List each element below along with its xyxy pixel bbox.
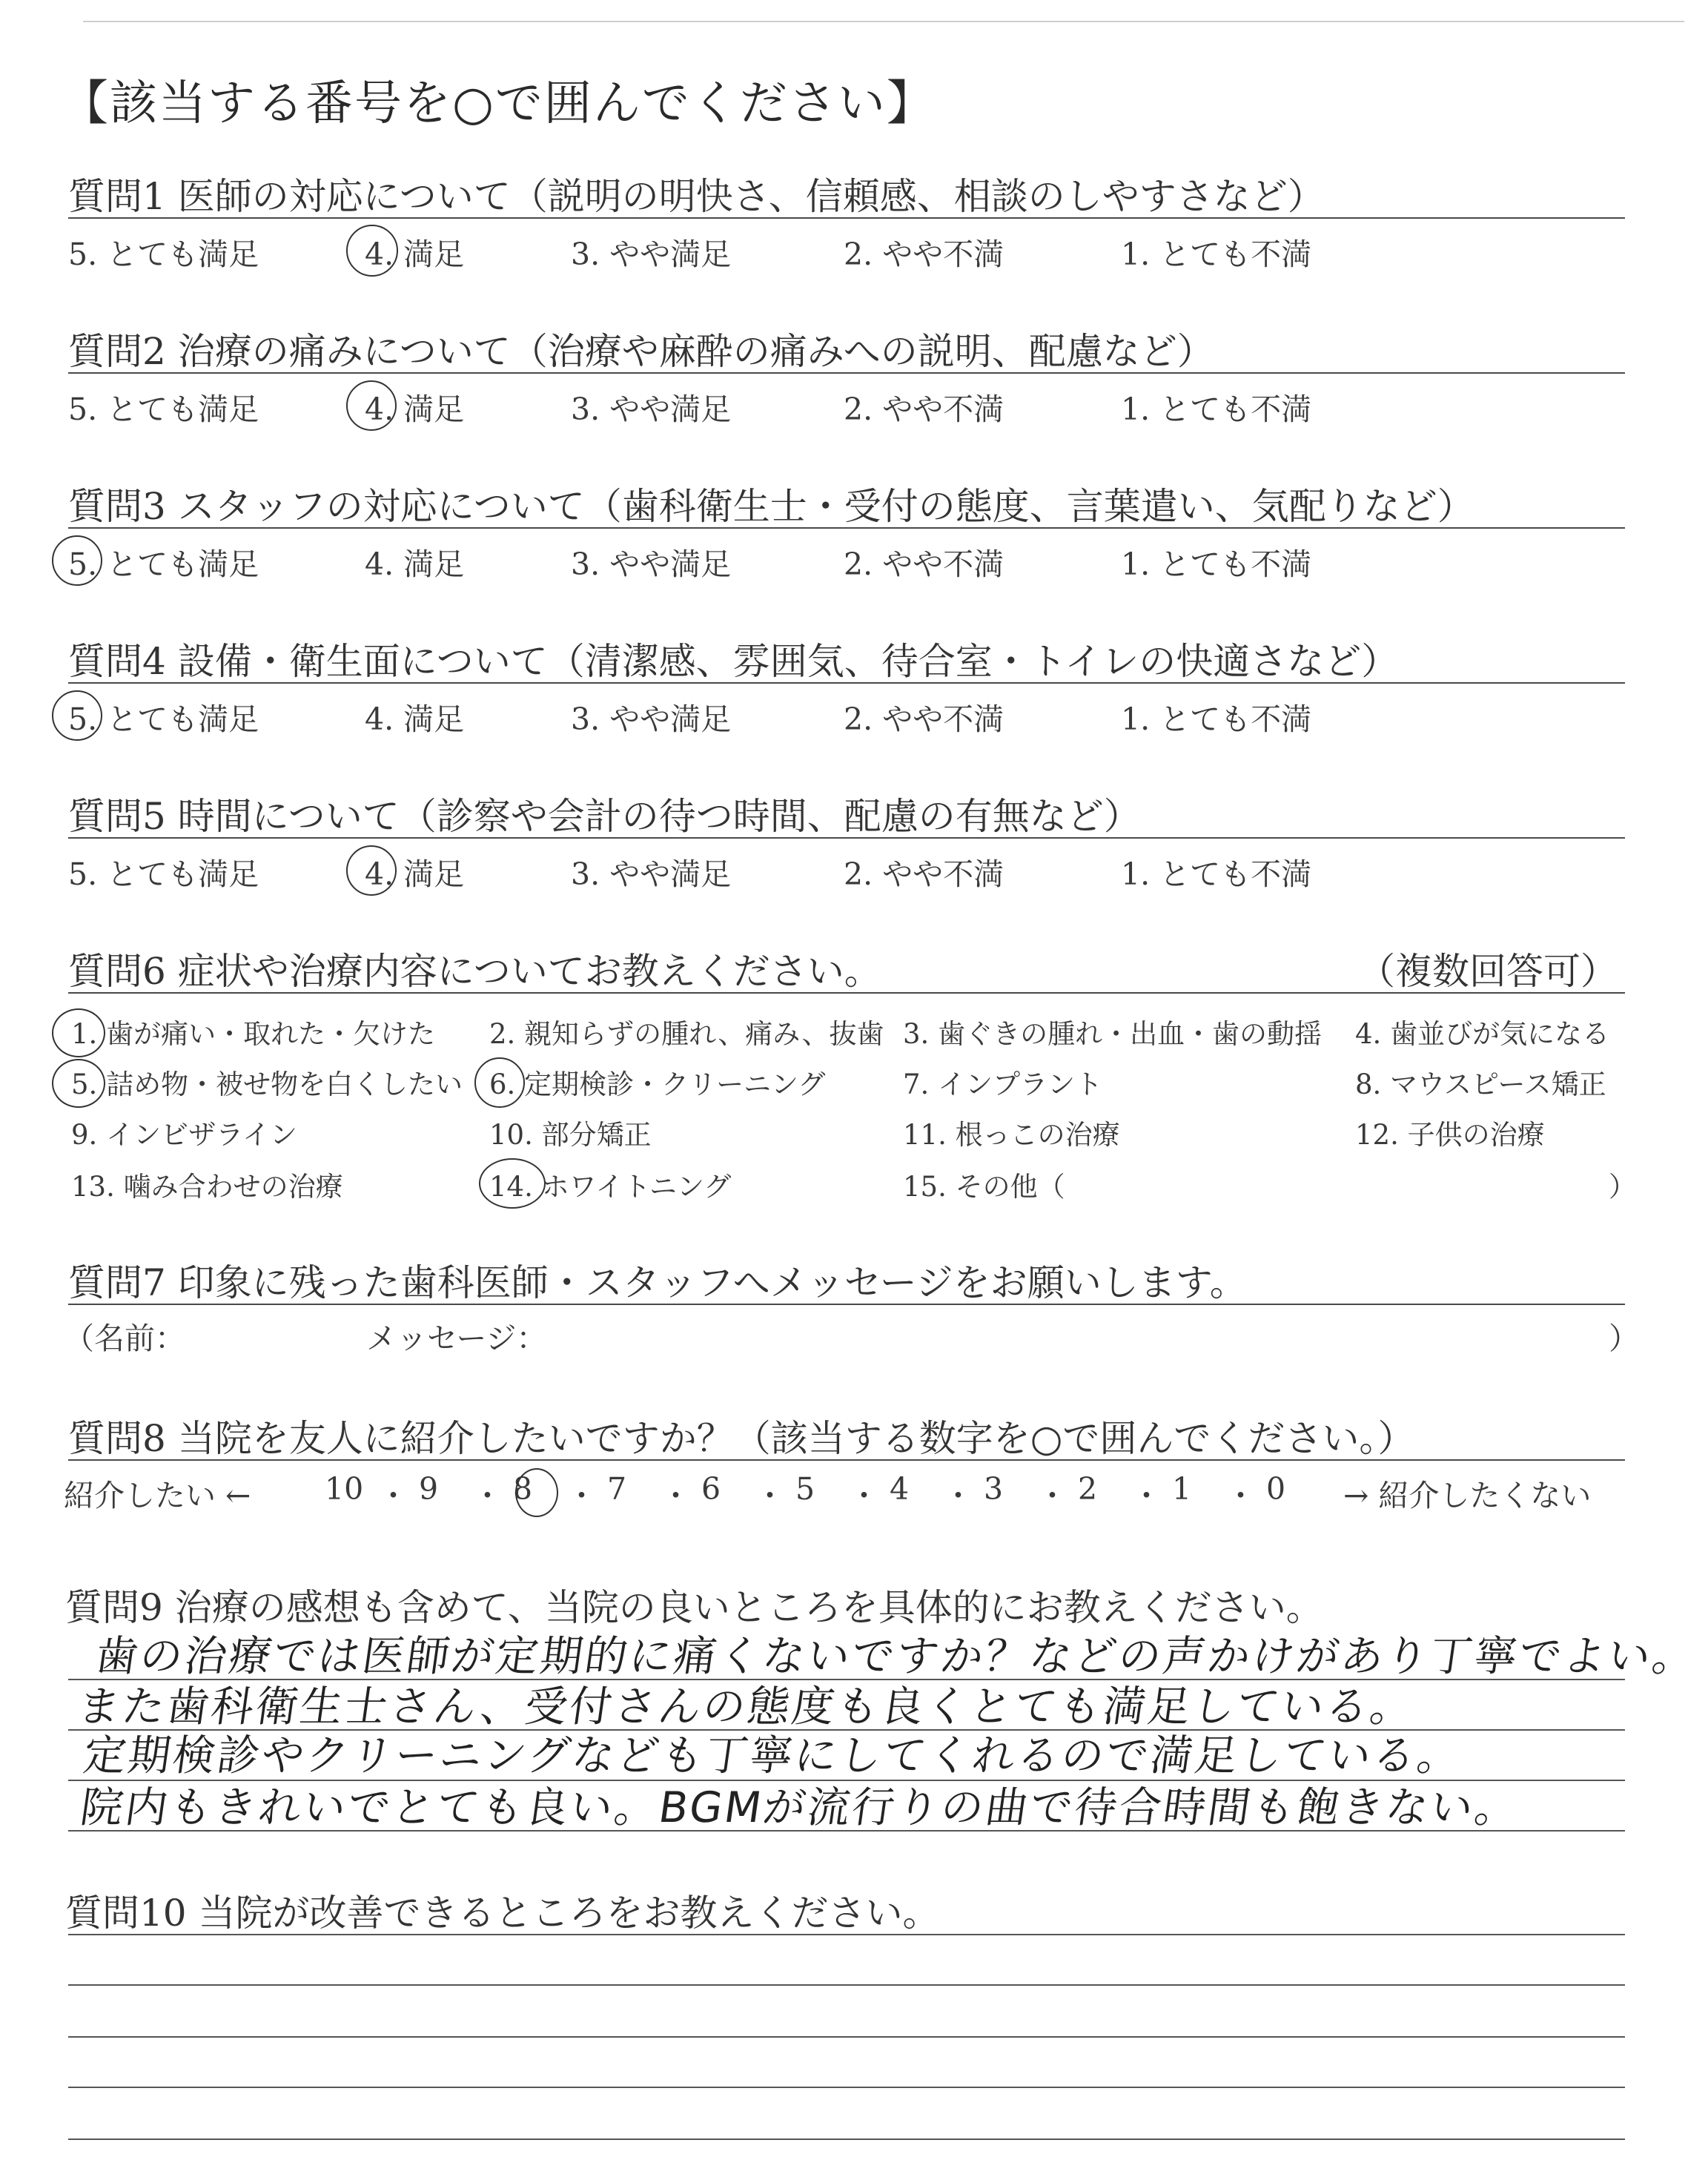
q8-scale-5[interactable]: 5 [795,1471,815,1507]
question-5-label: 質問5 時間について（診察や会計の待つ時間、配慮の有無など） [68,795,1141,838]
q8-scale-separator: ・ [943,1478,973,1513]
q6-item-8[interactable]: 8. マウスピース矯正 [1355,1069,1606,1100]
q8-scale-0[interactable]: 0 [1266,1471,1286,1507]
q6-item-5[interactable]: 5. 詰め物・被せ物を白くしたい [71,1069,463,1100]
q6-item-7[interactable]: 7. インプラント [903,1069,1103,1100]
q8-scale-6[interactable]: 6 [701,1471,721,1507]
q8-scale-separator: ・ [849,1478,879,1513]
q8-scale-7[interactable]: 7 [607,1471,627,1507]
q8-right-label: → 紹介したくない [1343,1478,1592,1513]
q3-option-1[interactable]: 1. とても不満 [1121,546,1312,582]
question-5-rule [68,837,1625,839]
q9-handwritten-line-1: 歯の治療では医師が定期的に痛くないですか？などの声かけがあり丁寧でよい。 [92,1632,1701,1681]
q6-other-close-paren: ） [1609,1171,1636,1203]
question-2-label: 質問2 治療の痛みについて（治療や麻酔の痛みへの説明、配慮など） [68,330,1214,373]
q1-option-5[interactable]: 5. とても満足 [68,237,259,272]
q4-option-1[interactable]: 1. とても不満 [1121,701,1312,737]
q8-scale-separator: ・ [1037,1478,1068,1513]
q8-scale-8[interactable]: 8 [513,1471,533,1507]
q9-handwritten-line-2: また歯科衛生士さん、受付さんの態度も良くとても満足している。 [74,1682,1419,1731]
page-title: 【該当する番号を○で囲んでください】 [61,76,936,131]
q5-option-3[interactable]: 3. やや満足 [571,856,732,892]
question-10-label: 質問10 当院が改善できるところをお教えください。 [65,1892,940,1935]
q8-scale-4[interactable]: 4 [890,1471,910,1507]
q1-option-4[interactable]: 4. 満足 [365,237,465,272]
q6-item-11[interactable]: 11. 根っこの治療 [903,1119,1120,1151]
q6-item-12[interactable]: 12. 子供の治療 [1355,1119,1545,1151]
q3-option-2[interactable]: 2. やや不満 [844,546,1004,582]
q6-item-10[interactable]: 10. 部分矯正 [489,1119,652,1151]
q2-option-3[interactable]: 3. やや満足 [571,392,732,427]
question-9-label: 質問9 治療の感想も含めて、当院の良いところを具体的にお教えください。 [65,1586,1323,1629]
top-border [83,21,1684,22]
q8-scale-1[interactable]: 1 [1172,1471,1192,1507]
q10-answer-line [68,1934,1625,1935]
q5-option-2[interactable]: 2. やや不満 [844,856,1004,892]
question-3-label: 質問3 スタッフの対応について（歯科衛生士・受付の態度、言葉遣い、気配りなど） [68,485,1474,528]
q7-message-label: メッセージ： [366,1321,547,1356]
q10-answer-line [68,1984,1625,1986]
q2-option-4[interactable]: 4. 満足 [365,392,465,427]
question-4-label: 質問4 設備・衛生面について（清潔感、雰囲気、待合室・トイレの快適さなど） [68,640,1399,683]
q2-option-1[interactable]: 1. とても不満 [1121,392,1312,427]
q8-scale-separator: ・ [566,1478,597,1513]
q2-option-5[interactable]: 5. とても満足 [68,392,259,427]
q6-item-2[interactable]: 2. 親知らずの腫れ、痛み、抜歯 [489,1018,884,1050]
question-6-rule [68,992,1625,994]
q8-scale-separator: ・ [378,1478,408,1513]
question-6-note: （複数回答可） [1358,950,1618,993]
q6-item-4[interactable]: 4. 歯並びが気になる [1355,1018,1610,1050]
q6-item-14[interactable]: 14. ホワイトニング [489,1171,732,1203]
question-2-rule [68,372,1625,374]
q8-scale-separator: ・ [1131,1478,1162,1513]
q7-close-paren: ） [1609,1321,1639,1356]
q2-option-2[interactable]: 2. やや不満 [844,392,1004,427]
q8-scale-3[interactable]: 3 [984,1471,1004,1507]
q3-option-4[interactable]: 4. 満足 [365,546,465,582]
q9-handwritten-line-3: 定期検診やクリーニングなども丁寧にしてくれるので満足している。 [80,1731,1466,1780]
question-8-label: 質問8 当院を友人に紹介したいですか？（該当する数字を○で囲んでください。） [68,1417,1415,1460]
question-4-rule [68,682,1625,684]
question-7-rule [68,1304,1625,1305]
q1-option-3[interactable]: 3. やや満足 [571,237,732,272]
q8-scale-9[interactable]: 9 [419,1471,439,1507]
q1-option-2[interactable]: 2. やや不満 [844,237,1004,272]
q6-item-15[interactable]: 15. その他（ [903,1171,1065,1203]
q3-option-5[interactable]: 5. とても満足 [68,546,259,582]
question-1-label: 質問1 医師の対応について（説明の明快さ、信頼感、相談のしやすさなど） [68,175,1325,218]
q5-option-4[interactable]: 4. 満足 [365,856,465,892]
q4-option-3[interactable]: 3. やや満足 [571,701,732,737]
q9-handwritten-line-4: 院内もきれいでとても良い。BGMが流行りの曲で待合時間も飽きない。 [77,1783,1523,1832]
q6-item-13[interactable]: 13. 噛み合わせの治療 [71,1171,343,1203]
question-3-rule [68,527,1625,529]
q8-scale-10[interactable]: 10 [325,1471,364,1507]
question-1-rule [68,217,1625,219]
q8-scale-separator: ・ [755,1478,785,1513]
q8-scale-separator: ・ [1225,1478,1256,1513]
q1-option-1[interactable]: 1. とても不満 [1121,237,1312,272]
q6-item-1[interactable]: 1. 歯が痛い・取れた・欠けた [71,1018,436,1050]
q5-option-5[interactable]: 5. とても満足 [68,856,259,892]
q8-scale-separator: ・ [661,1478,691,1513]
q8-scale-2[interactable]: 2 [1078,1471,1098,1507]
q6-item-9[interactable]: 9. インビザライン [71,1119,297,1151]
q10-answer-line [68,2036,1625,2038]
q3-option-3[interactable]: 3. やや満足 [571,546,732,582]
question-8-rule [68,1459,1625,1461]
question-7-label: 質問7 印象に残った歯科医師・スタッフへメッセージをお願いします。 [68,1261,1247,1304]
q5-option-1[interactable]: 1. とても不満 [1121,856,1312,892]
q7-name-label: （名前： [64,1321,185,1356]
q8-scale-separator: ・ [472,1478,503,1513]
q10-answer-line [68,2087,1625,2088]
q4-option-2[interactable]: 2. やや不満 [844,701,1004,737]
question-6-label: 質問6 症状や治療内容についてお教えください。 [68,950,881,993]
q10-answer-line [68,2138,1625,2140]
q6-item-6[interactable]: 6. 定期検診・クリーニング [489,1069,826,1100]
q8-left-label: 紹介したい ← [64,1478,251,1513]
q4-option-4[interactable]: 4. 満足 [365,701,465,737]
q6-item-3[interactable]: 3. 歯ぐきの腫れ・出血・歯の動揺 [903,1018,1323,1050]
q4-option-5[interactable]: 5. とても満足 [68,701,259,737]
